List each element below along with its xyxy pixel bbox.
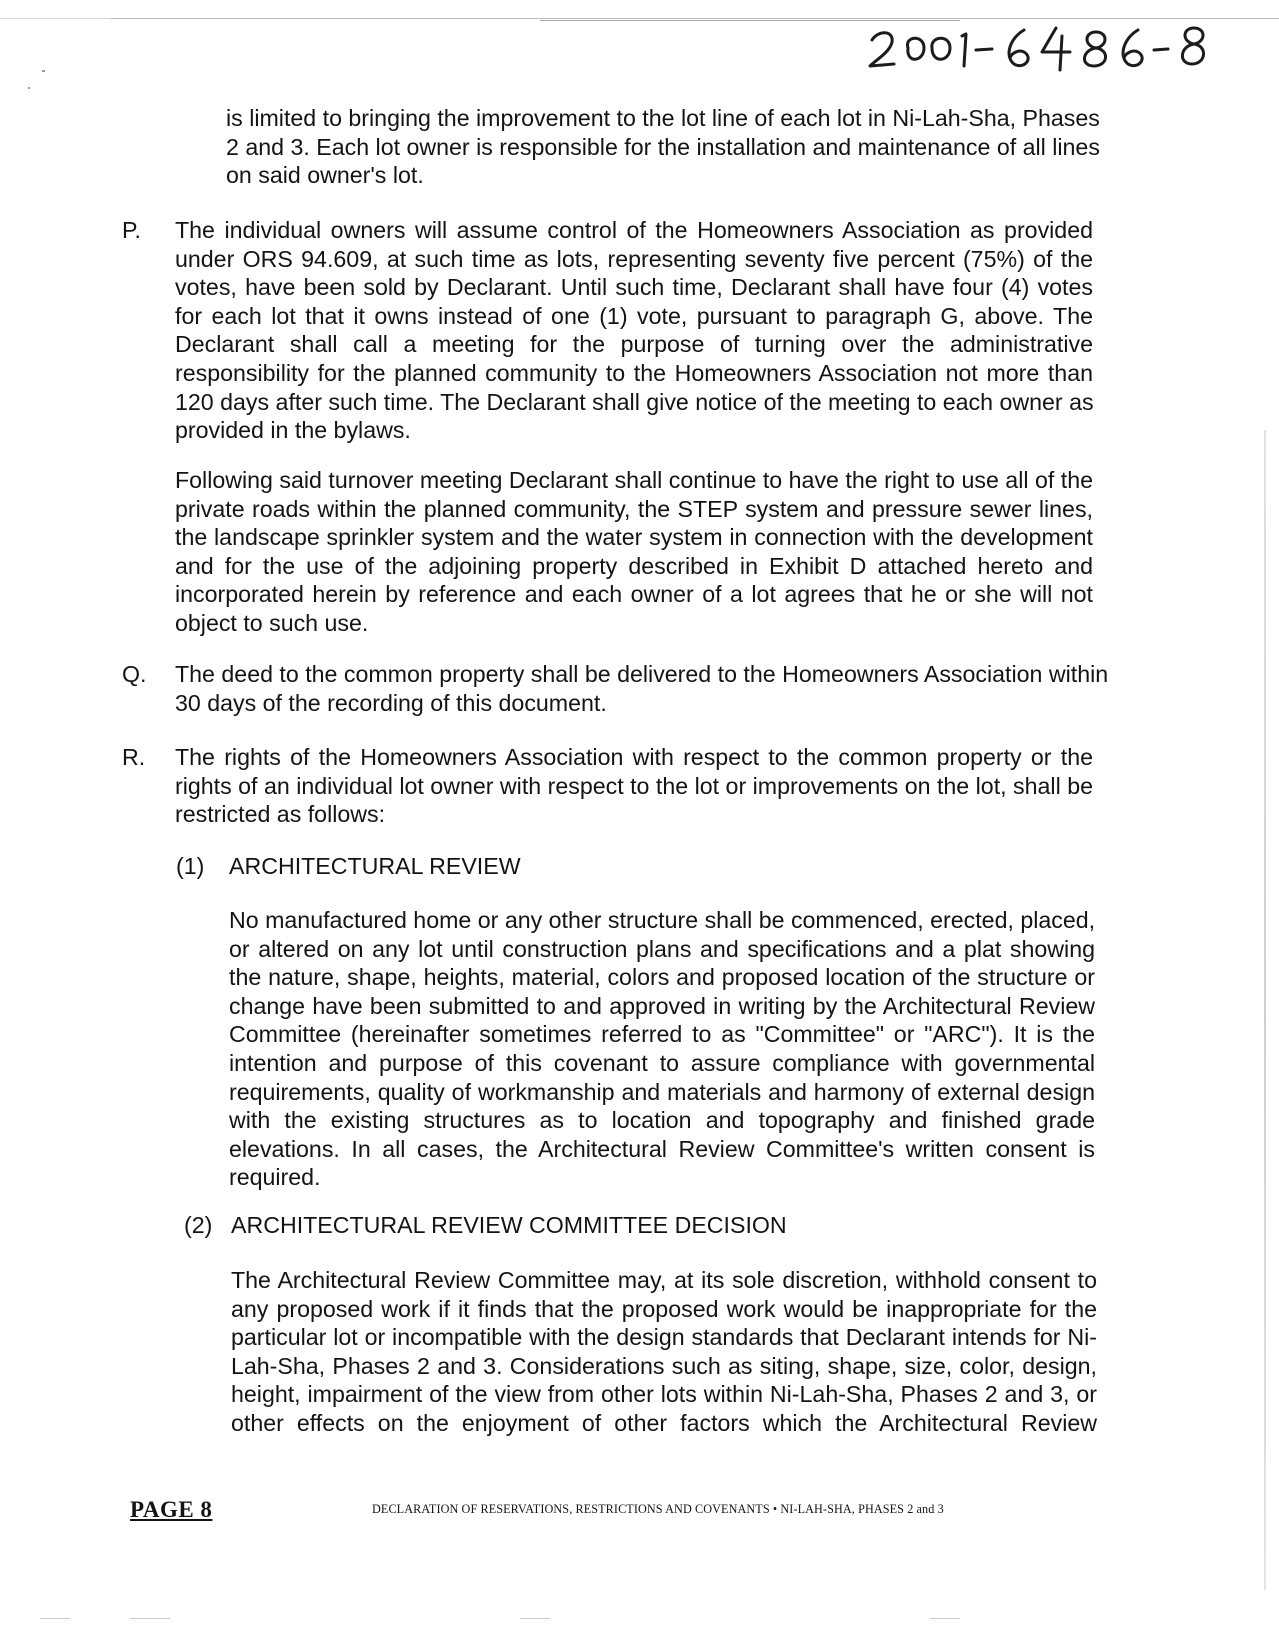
text-line: 30 days of the recording of this document.: [175, 689, 607, 716]
text-line: the nature, shape, heights, material, colors and proposed location of the structure or: [229, 964, 1095, 991]
continuation-paragraph: [226, 104, 1100, 190]
text-line: The deed to the common property shall be delivered to the Homeowners Association within: [175, 661, 1109, 687]
text-line: 2 and 3. Each lot owner is responsible for the installation and maintenance of all lines: [226, 133, 1100, 160]
subsection-2-heading: ARCHITECTURAL REVIEW COMMITTEE DECISION: [231, 1212, 787, 1238]
scan-speck: [520, 1618, 550, 1619]
text-line: the landscape sprinkler system and the water system in connection with the development: [175, 524, 1093, 551]
section-p-paragraph-2: [175, 466, 1093, 638]
text-line: The rights of the Homeowners Association with respect to the common property or the: [175, 744, 1093, 770]
text-line: under ORS 94.609, at such time as lots, representing seventy five percent (75%) of the: [175, 245, 1093, 272]
section-p-marker: P.: [122, 217, 141, 243]
scan-edge-line: [1264, 430, 1266, 1590]
scan-speck: [130, 1618, 170, 1619]
text-line: height, impairment of the view from other lots within Ni-Lah-Sha, Phases 2 and 3, or: [231, 1381, 1097, 1408]
text-line: Declarant shall call a meeting for the purpose of turning over the administrative: [175, 331, 1093, 358]
text-line: other effects on the enjoyment of other factors which the Architectural Review: [231, 1409, 1097, 1436]
subsection-1-number: (1): [176, 853, 205, 879]
text-line: change have been submitted to and approved in writing by the Architectural Review: [229, 992, 1095, 1019]
text-line: requirements, quality of workmanship and materials and harmony of external design: [229, 1078, 1095, 1105]
text-line: is limited to bringing the improvement to the lot line of each lot in Ni-Lah-Sha, Phases: [226, 105, 1100, 131]
text-line: No manufactured home or any other structure shall be commenced, erected, placed,: [229, 907, 1096, 933]
text-line: restricted as follows:: [175, 801, 386, 828]
text-line: particular lot or incompatible with the design standards that Declarant intends for Ni-: [231, 1324, 1097, 1351]
text-line: for each lot that it owns instead of one (1) vote, pursuant to paragraph G, above. The: [175, 302, 1093, 329]
text-line: votes, have been sold by Declarant. Until such time, Declarant shall have four (4) votes: [175, 274, 1093, 301]
text-line: object to such use.: [175, 609, 369, 636]
text-line: required.: [229, 1164, 321, 1191]
page-number: PAGE 8: [130, 1497, 213, 1522]
scan-speck: [930, 1618, 960, 1619]
text-line: 120 days after such time. The Declarant shall give notice of the meeting to each owner as: [175, 388, 1094, 415]
text-line: The individual owners will assume control of the Homeowners Association as provided: [175, 217, 1093, 243]
subsection-2-paragraph: [231, 1266, 1097, 1438]
section-p-paragraph-1: [175, 216, 1093, 445]
subsection-1-paragraph: [229, 906, 1095, 1192]
scan-edge-line: [540, 20, 960, 21]
text-line: Lah-Sha, Phases 2 and 3. Considerations such as siting, shape, size, color, design,: [231, 1352, 1097, 1379]
scan-edge-line: [0, 18, 1279, 19]
scan-speck: [42, 70, 45, 72]
subsection-1-heading: ARCHITECTURAL REVIEW: [229, 853, 521, 879]
text-line: intention and purpose of this covenant to assure compliance with governmental: [229, 1049, 1095, 1076]
footer-document-title: DECLARATION OF RESERVATIONS, RESTRICTIONS AND COVENANTS • NI-LAH-SHA, PHASES 2 and 3: [372, 1502, 944, 1516]
text-line: The Architectural Review Committee may, at its sole discretion, withhold consent to: [231, 1267, 1097, 1293]
text-line: on said owner's lot.: [226, 162, 424, 189]
text-line: elevations. In all cases, the Architectural Review Committee's written consent is: [229, 1135, 1095, 1162]
text-line: rights of an individual lot owner with respect to the lot or improvements on the lot, shall be: [175, 772, 1093, 799]
section-r-marker: R.: [122, 744, 146, 770]
text-line: Following said turnover meeting Declarant shall continue to have the right to use all of the: [175, 467, 1093, 493]
text-line: and for the use of the adjoining property described in Exhibit D attached hereto and: [175, 552, 1093, 579]
text-line: responsibility for the planned community to the Homeowners Association not more than: [175, 359, 1093, 386]
text-line: private roads within the planned community, the STEP system and pressure sewer lines,: [175, 495, 1093, 522]
section-r-paragraph: [175, 743, 1093, 829]
text-line: Committee (hereinafter sometimes referred to as "Committee" or "ARC"). It is the: [229, 1021, 1095, 1048]
section-q-paragraph: [175, 660, 1109, 717]
scan-speck: [40, 1618, 70, 1619]
text-line: incorporated herein by reference and each owner of a lot agrees that he or she will not: [175, 581, 1093, 608]
section-q-marker: Q.: [122, 661, 147, 687]
text-line: with the existing structures as to location and topography and finished grade: [229, 1107, 1095, 1134]
scan-speck: [28, 87, 30, 89]
handwritten-recording-number: [864, 22, 1224, 74]
text-line: any proposed work if it finds that the proposed work would be inappropriate for the: [231, 1295, 1097, 1322]
subsection-2-number: (2): [184, 1212, 213, 1238]
text-line: provided in the bylaws.: [175, 417, 411, 444]
text-line: or altered on any lot until construction plans and specifications and a plat showing: [229, 935, 1095, 962]
